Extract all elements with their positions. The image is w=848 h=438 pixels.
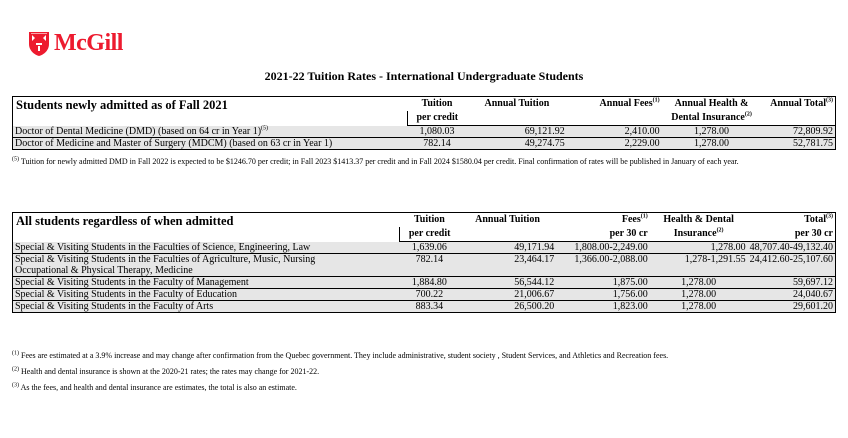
- new-students-tuition-table: [12, 96, 836, 150]
- annual-total: 72,809.92: [762, 126, 836, 138]
- total: 48,707.40-49,132.40: [748, 242, 836, 254]
- table-row: [13, 301, 836, 313]
- annual-tuition: 26,500.20: [459, 301, 556, 313]
- health-dental: 1,278.00: [650, 277, 748, 289]
- per-credit: 1,080.03: [407, 126, 467, 138]
- annual-tuition: 56,544.12: [459, 277, 556, 289]
- fees: 1,366.00-2,088.00: [556, 254, 650, 266]
- table-row: [13, 277, 836, 289]
- program-name: Special & Visiting Students in the Faculties of Science, Engineering, Law: [13, 242, 400, 254]
- col-fees-header-2: per 30 cr: [556, 227, 650, 242]
- annual-tuition: 69,121.92: [467, 126, 567, 138]
- program-name: Special & Visiting Students in the Faculty of Arts: [13, 301, 400, 313]
- footnote-2: $^{(2)}$ Health and dental insurance is shown at the 2020-21 rates; the rates may change for 2021-22.: [12, 366, 320, 376]
- mcgill-logo: [28, 30, 123, 57]
- col-total-header: Annual Total$^{(3)}$: [762, 97, 836, 112]
- program-name: Special & Visiting Students in the Faculty of Education: [13, 289, 400, 301]
- annual-tuition: 23,464.17: [459, 254, 556, 266]
- crest-icon: [28, 31, 50, 57]
- program-name: Doctor of Medicine and Master of Surgery (MDCM) (based on 63 cr in Year 1): [13, 138, 408, 150]
- col-annual-tuition-header: Annual Tuition: [459, 213, 556, 228]
- logo-wordmark: McGill: [54, 30, 123, 56]
- footnotes: [12, 348, 668, 396]
- per-credit: 883.34: [400, 301, 459, 313]
- col-total-header-2: per 30 cr: [748, 227, 836, 242]
- annual-tuition: 49,171.94: [459, 242, 556, 254]
- health-dental: 1,278.00: [650, 301, 748, 313]
- health-dental: 1,278.00: [650, 289, 748, 301]
- footnote-3: $^{(3)}$ As the fees, and health and dental insurance are estimates, the total is also an estimate.: [12, 382, 297, 392]
- document-title: 2021-22 Tuition Rates - International Undergraduate Students: [264, 69, 584, 83]
- fees: 1,875.00: [556, 277, 650, 289]
- col-tuition-header-2: per credit: [400, 227, 459, 242]
- table-heading: All students regardless of when admitted: [13, 213, 400, 242]
- per-credit: 782.14: [407, 138, 467, 150]
- col-health-header-2: Insurance$^{(2)}$: [650, 227, 748, 242]
- per-credit: 782.14: [400, 254, 459, 266]
- col-tuition-header: Tuition: [400, 213, 459, 228]
- annual-total: 52,781.75: [762, 138, 836, 150]
- table-heading: Students newly admitted as of Fall 2021: [13, 97, 408, 126]
- per-credit: 1,639.06: [400, 242, 459, 254]
- table-row: [13, 138, 836, 150]
- table-row: [13, 126, 836, 138]
- table-row: [13, 265, 836, 277]
- col-tuition-header: Tuition: [407, 97, 467, 112]
- col-tuition-header-2: per credit: [407, 111, 467, 126]
- col-health-header: Annual Health &: [662, 97, 762, 112]
- table-header-row: [13, 213, 836, 228]
- program-name: Occupational & Physical Therapy, Medicine: [13, 265, 400, 277]
- fees: 1,823.00: [556, 301, 650, 313]
- all-students-tuition-table: [12, 212, 836, 313]
- table-row: [13, 289, 836, 301]
- col-annual-tuition-header: Annual Tuition: [467, 97, 567, 112]
- table-row: [13, 254, 836, 266]
- annual-fees: 2,229.00: [567, 138, 662, 150]
- health-dental: 1,278.00: [662, 126, 762, 138]
- total: 59,697.12: [748, 277, 836, 289]
- col-health-header-2: Dental Insurance$^{(2)}$: [662, 111, 762, 126]
- col-health-header: Health & Dental: [650, 213, 748, 228]
- per-credit: 1,884.80: [400, 277, 459, 289]
- col-annual-fees-header: Annual Fees$^{(1)}$: [567, 97, 662, 112]
- col-total-header: Total$^{(3)}$: [748, 213, 836, 228]
- footnote-1: $^{(1)}$ Fees are estimated at a 3.9% increase and may change after confirmation from the Quebec government. They include administrative, student society , Student Services, and Athletics and Recreation fees.: [12, 350, 669, 360]
- fees: 1,756.00: [556, 289, 650, 301]
- fees: 1,808.00-2,249.00: [556, 242, 650, 254]
- health-dental: 1,278.00: [650, 242, 748, 254]
- dmd-tuition-note: $^{(5)}$ Tuition for newly admitted DMD in Fall 2022 is expected to be $1246.70 per credit; in Fall 2023 $1413.37 per credit and in Fall 2024 $1580.04 per credit. Final confirmation of rates will be published in January of each year.: [12, 156, 739, 166]
- health-dental: 1,278-1,291.55: [650, 254, 748, 266]
- health-dental: 1,278.00: [662, 138, 762, 150]
- annual-tuition: 21,006.67: [459, 289, 556, 301]
- table-header-row: [13, 97, 836, 112]
- table-row: [13, 242, 836, 254]
- per-credit: 700.22: [400, 289, 459, 301]
- program-name: Special & Visiting Students in the Faculty of Management: [13, 277, 400, 289]
- total: 24,040.67: [748, 289, 836, 301]
- annual-tuition: 49,274.75: [467, 138, 567, 150]
- annual-fees: 2,410.00: [567, 126, 662, 138]
- total: 24,412.60-25,107.60: [748, 254, 836, 266]
- total: 29,601.20: [748, 301, 836, 313]
- col-fees-header: Fees$^{(1)}$: [556, 213, 650, 228]
- program-name: Doctor of Dental Medicine (DMD) (based on 64 cr in Year 1)$^{(5)}$: [13, 126, 408, 138]
- program-name: Special & Visiting Students in the Faculties of Agriculture, Music, Nursing: [13, 254, 400, 266]
